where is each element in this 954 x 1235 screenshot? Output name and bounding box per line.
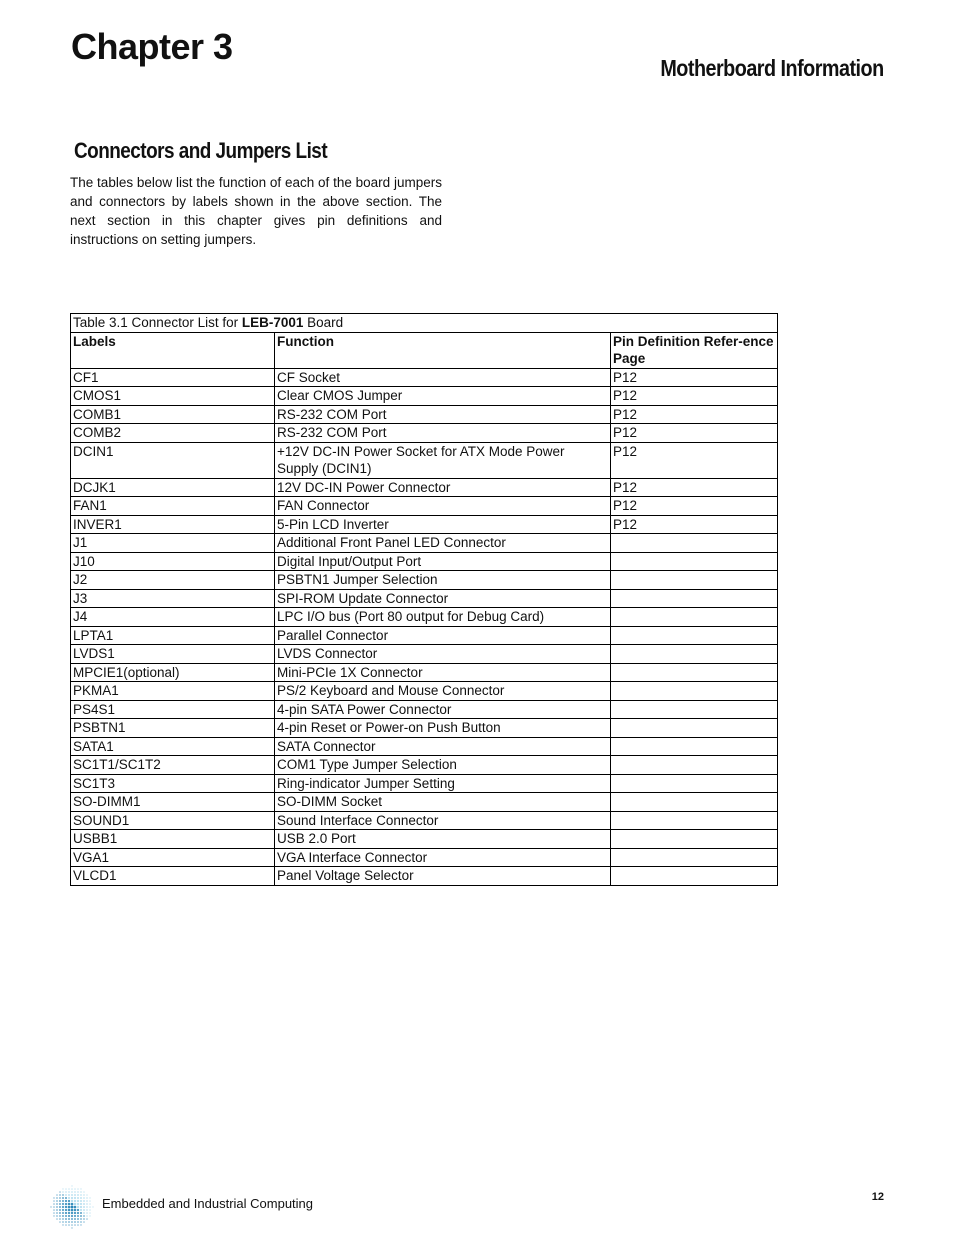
table-row	[71, 811, 778, 830]
table-row	[71, 867, 778, 886]
pin-ref-cell	[611, 719, 778, 738]
table-row	[71, 478, 778, 497]
label-cell: SC1T1/SC1T2	[71, 756, 275, 775]
pin-ref-cell	[611, 756, 778, 775]
label-cell: CF1	[71, 368, 275, 387]
table-row	[71, 774, 778, 793]
function-cell: FAN Connector	[275, 497, 611, 516]
company-logo	[49, 1184, 95, 1230]
table-row	[71, 424, 778, 443]
function-cell: Ring-indicator Jumper Setting	[275, 774, 611, 793]
pin-ref-cell	[611, 830, 778, 849]
table-body	[71, 368, 778, 885]
pin-ref-cell	[611, 700, 778, 719]
function-cell: Panel Voltage Selector	[275, 867, 611, 886]
table-row	[71, 663, 778, 682]
pin-ref-cell	[611, 867, 778, 886]
function-cell: Parallel Connector	[275, 626, 611, 645]
section-title: Motherboard Information	[660, 55, 884, 81]
label-cell: COMB1	[71, 405, 275, 424]
table-row	[71, 645, 778, 664]
label-cell: INVER1	[71, 515, 275, 534]
function-cell: LVDS Connector	[275, 645, 611, 664]
function-cell: CF Socket	[275, 368, 611, 387]
pin-ref-cell	[611, 663, 778, 682]
function-cell: +12V DC-IN Power Socket for ATX Mode Power Supply (DCIN1)	[275, 442, 611, 478]
pin-ref-cell	[611, 793, 778, 812]
pin-ref-cell	[611, 811, 778, 830]
label-cell: MPCIE1(optional)	[71, 663, 275, 682]
table-row	[71, 534, 778, 553]
table-row	[71, 830, 778, 849]
label-cell: DCJK1	[71, 478, 275, 497]
label-cell: COMB2	[71, 424, 275, 443]
label-cell: J1	[71, 534, 275, 553]
footer-text: Embedded and Industrial Computing	[102, 1196, 314, 1211]
label-cell: VGA1	[71, 848, 275, 867]
table-row	[71, 700, 778, 719]
function-cell: 4-pin Reset or Power-on Push Button	[275, 719, 611, 738]
pin-ref-cell: P12	[611, 387, 778, 406]
function-cell: 12V DC-IN Power Connector	[275, 478, 611, 497]
table-row	[71, 848, 778, 867]
pin-ref-cell: P12	[611, 368, 778, 387]
pin-ref-cell	[611, 737, 778, 756]
label-cell: J3	[71, 589, 275, 608]
caption-prefix: Table 3.1 Connector List for	[73, 315, 242, 330]
table-row	[71, 515, 778, 534]
pin-ref-cell	[611, 645, 778, 664]
table-row	[71, 682, 778, 701]
function-cell: Additional Front Panel LED Connector	[275, 534, 611, 553]
pin-ref-cell: P12	[611, 497, 778, 516]
function-cell: PSBTN1 Jumper Selection	[275, 571, 611, 590]
function-cell: SO-DIMM Socket	[275, 793, 611, 812]
header-labels: Labels	[71, 332, 275, 368]
pin-ref-cell	[611, 774, 778, 793]
pin-ref-cell: P12	[611, 405, 778, 424]
label-cell: PKMA1	[71, 682, 275, 701]
function-cell: Mini-PCIe 1X Connector	[275, 663, 611, 682]
label-cell: LVDS1	[71, 645, 275, 664]
label-cell: SATA1	[71, 737, 275, 756]
pin-ref-cell	[611, 589, 778, 608]
pin-ref-cell	[611, 608, 778, 627]
function-cell: SATA Connector	[275, 737, 611, 756]
label-cell: J4	[71, 608, 275, 627]
header-function: Function	[275, 332, 611, 368]
caption-board-name: LEB-7001	[241, 315, 304, 330]
subheading: Connectors and Jumpers List	[74, 138, 328, 163]
label-cell: PSBTN1	[71, 719, 275, 738]
label-cell: DCIN1	[71, 442, 275, 478]
label-cell: SO-DIMM1	[71, 793, 275, 812]
label-cell: CMOS1	[71, 387, 275, 406]
connector-table	[70, 313, 778, 886]
function-cell: 5-Pin LCD Inverter	[275, 515, 611, 534]
table-row	[71, 626, 778, 645]
table-row	[71, 719, 778, 738]
table-row	[71, 442, 778, 478]
table-row	[71, 756, 778, 775]
label-cell: USBB1	[71, 830, 275, 849]
label-cell: J2	[71, 571, 275, 590]
label-cell: SOUND1	[71, 811, 275, 830]
table-row	[71, 793, 778, 812]
function-cell: COM1 Type Jumper Selection	[275, 756, 611, 775]
label-cell: J10	[71, 552, 275, 571]
table-row	[71, 737, 778, 756]
label-cell: FAN1	[71, 497, 275, 516]
function-cell: VGA Interface Connector	[275, 848, 611, 867]
table-row	[71, 552, 778, 571]
header-pin-ref: Pin Definition Refer-ence Page	[611, 332, 778, 368]
function-cell: Sound Interface Connector	[275, 811, 611, 830]
label-cell: SC1T3	[71, 774, 275, 793]
table-row	[71, 387, 778, 406]
table-row	[71, 571, 778, 590]
table-row	[71, 368, 778, 387]
page-number: 12	[871, 1191, 884, 1203]
label-cell: LPTA1	[71, 626, 275, 645]
chapter-title: Chapter 3	[71, 26, 233, 67]
function-cell: USB 2.0 Port	[275, 830, 611, 849]
pin-ref-cell	[611, 571, 778, 590]
function-cell: 4-pin SATA Power Connector	[275, 700, 611, 719]
table-row	[71, 589, 778, 608]
function-cell: PS/2 Keyboard and Mouse Connector	[275, 682, 611, 701]
table-caption	[71, 314, 778, 333]
pin-ref-cell	[611, 552, 778, 571]
table-row	[71, 497, 778, 516]
function-cell: SPI-ROM Update Connector	[275, 589, 611, 608]
function-cell: Digital Input/Output Port	[275, 552, 611, 571]
function-cell: RS-232 COM Port	[275, 424, 611, 443]
table-row	[71, 405, 778, 424]
pin-ref-cell: P12	[611, 442, 778, 478]
pin-ref-cell: P12	[611, 515, 778, 534]
pin-ref-cell	[611, 534, 778, 553]
function-cell: Clear CMOS Jumper	[275, 387, 611, 406]
intro-paragraph: The tables below list the function of each of the board jumpers and connectors by labels shown in the above section. The next section in this chapter gives pin definitions and instructions on setting jumpers.	[70, 175, 442, 247]
function-cell: RS-232 COM Port	[275, 405, 611, 424]
pin-ref-cell	[611, 626, 778, 645]
pin-ref-cell: P12	[611, 424, 778, 443]
table-row	[71, 608, 778, 627]
caption-suffix: Board	[303, 315, 344, 330]
label-cell: VLCD1	[71, 867, 275, 886]
pin-ref-cell	[611, 682, 778, 701]
function-cell: LPC I/O bus (Port 80 output for Debug Card)	[275, 608, 611, 627]
pin-ref-cell	[611, 848, 778, 867]
pin-ref-cell: P12	[611, 478, 778, 497]
label-cell: PS4S1	[71, 700, 275, 719]
